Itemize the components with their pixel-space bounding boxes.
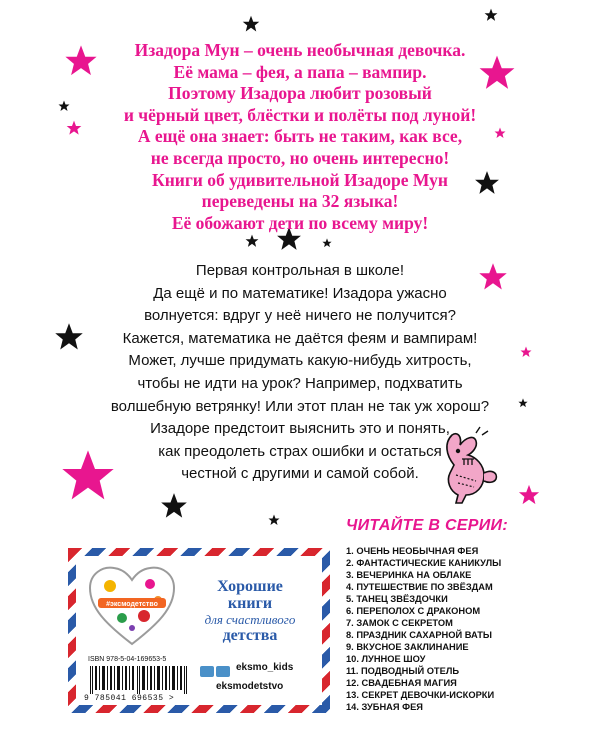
blurb-line: переведены на 32 языка!	[201, 191, 399, 212]
blurb-line: Её мама – фея, а папа – вампир.	[173, 61, 427, 82]
slogan-line: детства	[222, 627, 278, 644]
series-item: 10. ЛУННОЕ ШОУ	[346, 654, 426, 664]
series-item: 6. ПЕРЕПОЛОХ С ДРАКОНОМ	[346, 606, 481, 616]
blurb-line: Книги об удивительной Изадоре Мун	[152, 169, 448, 190]
blurb-line: А ещё она знает: быть не таким, как все,	[137, 126, 463, 147]
blurb-line: и чёрный цвет, блёстки и полёты под луной!	[123, 104, 477, 125]
blurb-line: Изадора Мун – очень необычная девочка.	[134, 40, 466, 60]
slogan-line: Хорошие	[217, 578, 283, 595]
envelope-inner	[76, 556, 322, 705]
heart-logo	[86, 564, 178, 648]
isbn-label: ISBN 978-5-04-169653-5	[88, 656, 167, 663]
hashtag-label: #эксмодетство	[106, 601, 158, 608]
bunny-illustration	[432, 425, 514, 507]
plot-line: честной с другими и самой собой.	[181, 465, 419, 483]
barcode	[88, 666, 193, 694]
plot-line: волнуется: вдруг у неё ничего не получится?	[144, 307, 456, 325]
blurb-line: не всегда просто, но очень интересно!	[150, 147, 450, 168]
series-item: 7. ЗАМОК С СЕКРЕТОМ	[346, 618, 453, 628]
plot-line: Может, лучше придумать какую-нибудь хитрость,	[128, 352, 472, 370]
series-item: 11. ПОДВОДНЫЙ ОТЕЛЬ	[346, 666, 460, 676]
social-handle-site: eksmodetstvo	[216, 681, 284, 692]
series-item: 3. ВЕЧЕРИНКА НА ОБЛАКЕ	[346, 570, 472, 580]
blurb-line: Поэтому Изадора любит розовый	[168, 83, 432, 104]
series-list	[346, 545, 586, 713]
plot-line: Да ещё и по математике! Изадора ужасно	[153, 284, 447, 302]
series-item: 14. ЗУБНАЯ ФЕЯ	[346, 702, 423, 712]
barcode-number: 9 785041 696535 >	[84, 694, 175, 703]
vk-icon	[200, 666, 214, 677]
telegram-icon	[216, 666, 230, 677]
social-icons	[200, 662, 232, 681]
black-star-icon	[58, 100, 70, 112]
pink-star-icon	[518, 484, 540, 506]
plot-line: Кажется, математика не даётся феям и вампирам!	[122, 329, 478, 347]
social-handle-kids: eksmo_kids	[236, 662, 294, 673]
blurb-line: Её обожают дети по всему миру!	[171, 212, 429, 233]
series-item: 13. СЕКРЕТ ДЕВОЧКИ-ИСКОРКИ	[346, 690, 495, 700]
black-star-icon	[268, 514, 280, 526]
black-star-icon	[160, 492, 188, 520]
plot-line: как преодолеть страх ошибки и остаться	[158, 442, 442, 460]
series-item: 4. ПУТЕШЕСТВИЕ ПО ЗВЁЗДАМ	[346, 582, 493, 592]
black-star-icon	[484, 8, 498, 22]
series-item: 5. ТАНЕЦ ЗВЁЗДОЧКИ	[346, 594, 448, 604]
plot-line: Изадоре предстоит выяснить это и понять,	[150, 420, 450, 438]
series-item: 12. СВАДЕБНАЯ МАГИЯ	[346, 678, 457, 688]
plot-line: чтобы не идти на урок? Например, подхватить	[137, 374, 463, 392]
series-heading: ЧИТАЙТЕ В СЕРИИ:	[346, 517, 508, 534]
pink-blurb	[80, 40, 520, 234]
series-item: 9. ВКУСНОЕ ЗАКЛИНАНИЕ	[346, 642, 469, 652]
good-books-slogan	[186, 578, 314, 644]
slogan-line: для счастливого	[204, 612, 296, 627]
slogan-line: книги	[227, 595, 273, 612]
series-item: 1. ОЧЕНЬ НЕОБЫЧНАЯ ФЕЯ	[346, 546, 479, 556]
plot-line: волшебную ветрянку! Или этот план не так уж хорош?	[110, 397, 490, 415]
black-star-icon	[322, 238, 332, 248]
plot-line: Первая контрольная в школе!	[195, 262, 405, 279]
series-item: 8. ПРАЗДНИК САХАРНОЙ ВАТЫ	[346, 630, 493, 640]
series-item: 2. ФАНТАСТИЧЕСКИЕ КАНИКУЛЫ	[346, 558, 502, 568]
black-star-icon	[245, 234, 259, 248]
publisher-envelope	[68, 548, 330, 713]
black-star-icon	[242, 15, 260, 33]
